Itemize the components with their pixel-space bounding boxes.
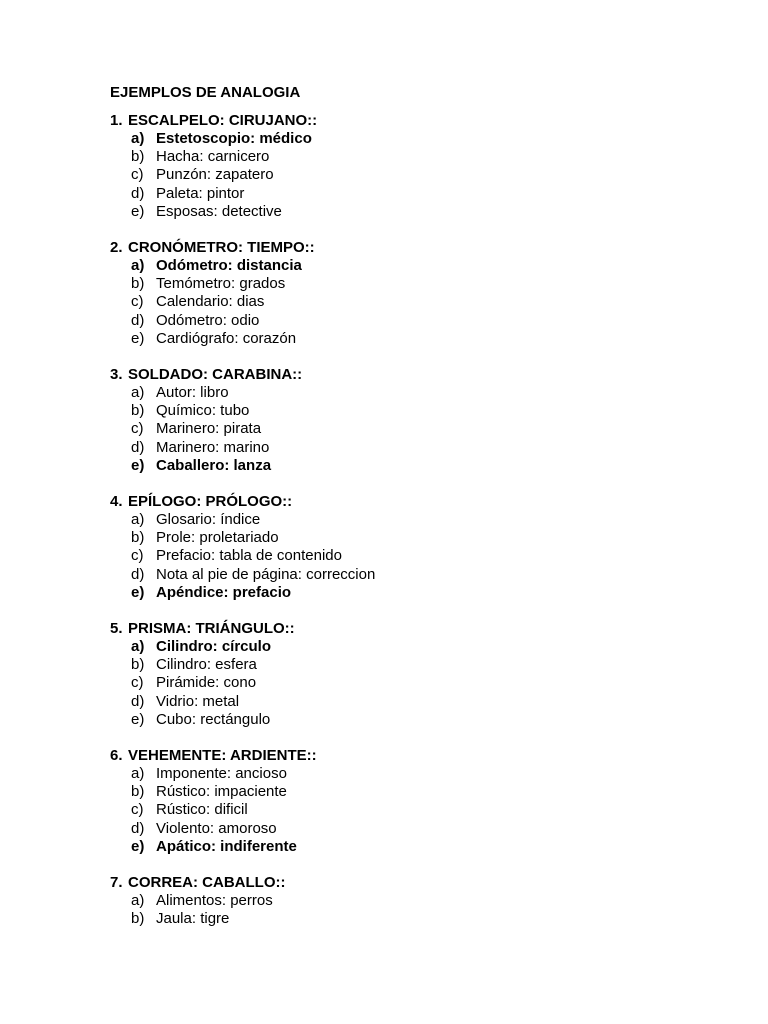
question-number: 2. xyxy=(110,239,123,257)
option-item xyxy=(131,820,710,838)
option-letter: a) xyxy=(131,130,145,147)
option-text: Caballero: lanza xyxy=(156,456,272,474)
option-letter: d) xyxy=(131,565,145,583)
option-text: Punzón: zapatero xyxy=(156,166,274,184)
option-text: Estetoscopio: médico xyxy=(156,130,312,147)
option-item xyxy=(131,674,710,692)
option-letter: d) xyxy=(131,819,145,837)
option-text: Apéndice: prefacio xyxy=(156,583,292,601)
option-text: Esposas: detective xyxy=(156,202,282,220)
option-letter: b) xyxy=(131,656,145,674)
question-6 xyxy=(110,747,710,856)
option-list xyxy=(110,638,710,729)
option-item xyxy=(131,801,710,819)
option-text: Hacha: carnicero xyxy=(156,148,270,166)
option-text: Temómetro: grados xyxy=(156,275,286,293)
option-text: Rústico: dificil xyxy=(156,801,248,819)
question-number: 6. xyxy=(110,747,123,765)
option-item xyxy=(131,529,710,547)
option-letter: c) xyxy=(131,293,144,311)
option-letter: c) xyxy=(131,674,144,692)
option-letter: d) xyxy=(131,311,145,329)
option-item xyxy=(131,185,710,203)
option-item-correct xyxy=(131,638,710,656)
option-letter: e) xyxy=(131,202,145,220)
option-text: Nota al pie de página: correccion xyxy=(156,565,376,583)
option-text: Vidrio: metal xyxy=(156,692,240,710)
option-item xyxy=(131,402,710,420)
question-7 xyxy=(110,874,710,928)
option-letter: e) xyxy=(131,583,145,601)
option-letter: c) xyxy=(131,420,144,438)
option-item xyxy=(131,203,710,221)
question-heading xyxy=(110,366,710,384)
option-item xyxy=(131,384,710,402)
question-number: 5. xyxy=(110,620,123,638)
option-text: Calendario: dias xyxy=(156,293,265,311)
option-item xyxy=(131,892,710,910)
option-item xyxy=(131,547,710,565)
question-prompt: CORREA: CABALLO:: xyxy=(128,874,286,892)
option-item xyxy=(131,312,710,330)
option-item xyxy=(131,566,710,584)
option-item xyxy=(131,330,710,348)
question-heading xyxy=(110,620,710,638)
question-number: 4. xyxy=(110,493,123,511)
option-letter: e) xyxy=(131,456,145,474)
option-letter: a) xyxy=(131,638,145,656)
option-list xyxy=(110,257,710,348)
option-item xyxy=(131,148,710,166)
option-text: Imponente: ancioso xyxy=(156,765,287,783)
question-prompt: ESCALPELO: CIRUJANO:: xyxy=(128,112,318,129)
option-list xyxy=(110,892,710,928)
option-item xyxy=(131,656,710,674)
option-letter: e) xyxy=(131,329,145,347)
option-text: Cilindro: esfera xyxy=(156,656,257,674)
option-text: Apático: indiferente xyxy=(156,837,297,855)
question-heading xyxy=(110,112,710,130)
option-letter: d) xyxy=(131,184,145,202)
option-text: Rústico: impaciente xyxy=(156,783,287,801)
question-prompt: SOLDADO: CARABINA:: xyxy=(128,366,303,384)
question-number: 3. xyxy=(110,366,123,384)
option-item xyxy=(131,439,710,457)
option-letter: e) xyxy=(131,710,145,728)
option-list xyxy=(110,384,710,475)
option-letter: b) xyxy=(131,402,145,420)
option-item xyxy=(131,693,710,711)
option-letter: d) xyxy=(131,692,145,710)
option-item xyxy=(131,765,710,783)
option-letter: b) xyxy=(131,275,145,293)
option-letter: b) xyxy=(131,783,145,801)
option-text: Prefacio: tabla de contenido xyxy=(156,547,342,565)
option-text: Violento: amoroso xyxy=(156,819,277,837)
option-item xyxy=(131,293,710,311)
option-letter: e) xyxy=(131,837,145,855)
option-letter: c) xyxy=(131,801,144,819)
option-text: Jaula: tigre xyxy=(156,910,230,928)
option-item xyxy=(131,711,710,729)
question-number: 7. xyxy=(110,874,123,892)
option-text: Cardiógrafo: corazón xyxy=(156,329,297,347)
question-heading xyxy=(110,239,710,257)
option-list xyxy=(110,765,710,856)
question-5 xyxy=(110,620,710,729)
option-letter: b) xyxy=(131,529,145,547)
question-prompt: VEHEMENTE: ARDIENTE:: xyxy=(128,747,317,765)
option-letter: c) xyxy=(131,547,144,565)
option-item-correct xyxy=(131,584,710,602)
option-text: Alimentos: perros xyxy=(156,892,273,910)
option-text: Cilindro: círculo xyxy=(156,638,272,656)
option-text: Marinero: pirata xyxy=(156,420,262,438)
option-text: Glosario: índice xyxy=(156,511,261,529)
question-heading xyxy=(110,747,710,765)
option-item-correct xyxy=(131,257,710,275)
option-item-correct xyxy=(131,130,710,148)
option-item xyxy=(131,511,710,529)
option-list xyxy=(110,130,710,221)
question-4 xyxy=(110,493,710,602)
question-prompt: PRISMA: TRIÁNGULO:: xyxy=(128,620,295,638)
option-text: Cubo: rectángulo xyxy=(156,710,271,728)
question-1 xyxy=(110,112,710,221)
option-text: Odómetro: distancia xyxy=(156,257,302,275)
question-prompt: CRONÓMETRO: TIEMPO:: xyxy=(128,239,315,257)
option-item xyxy=(131,420,710,438)
option-text: Prole: proletariado xyxy=(156,529,279,547)
question-2 xyxy=(110,239,710,348)
option-letter: b) xyxy=(131,148,145,166)
question-heading xyxy=(110,874,710,892)
option-letter: d) xyxy=(131,438,145,456)
document-page xyxy=(110,84,710,947)
document-title: EJEMPLOS DE ANALOGIA xyxy=(110,84,301,101)
option-item-correct xyxy=(131,838,710,856)
option-text: Paleta: pintor xyxy=(156,184,245,202)
question-prompt: EPÍLOGO: PRÓLOGO:: xyxy=(128,493,293,511)
option-list xyxy=(110,511,710,602)
option-item xyxy=(131,166,710,184)
question-heading xyxy=(110,493,710,511)
question-list xyxy=(110,112,710,929)
option-item-correct xyxy=(131,457,710,475)
option-item xyxy=(131,783,710,801)
option-letter: c) xyxy=(131,166,144,184)
option-letter: a) xyxy=(131,384,145,402)
option-text: Pirámide: cono xyxy=(156,674,257,692)
option-letter: a) xyxy=(131,511,145,529)
question-3 xyxy=(110,366,710,475)
option-letter: a) xyxy=(131,892,145,910)
option-item xyxy=(131,910,710,928)
question-number: 1. xyxy=(110,112,123,129)
option-letter: b) xyxy=(131,910,145,928)
option-text: Autor: libro xyxy=(156,384,229,402)
option-text: Químico: tubo xyxy=(156,402,250,420)
option-text: Marinero: marino xyxy=(156,438,270,456)
option-item xyxy=(131,275,710,293)
option-letter: a) xyxy=(131,257,145,275)
option-text: Odómetro: odio xyxy=(156,311,260,329)
option-letter: a) xyxy=(131,765,145,783)
